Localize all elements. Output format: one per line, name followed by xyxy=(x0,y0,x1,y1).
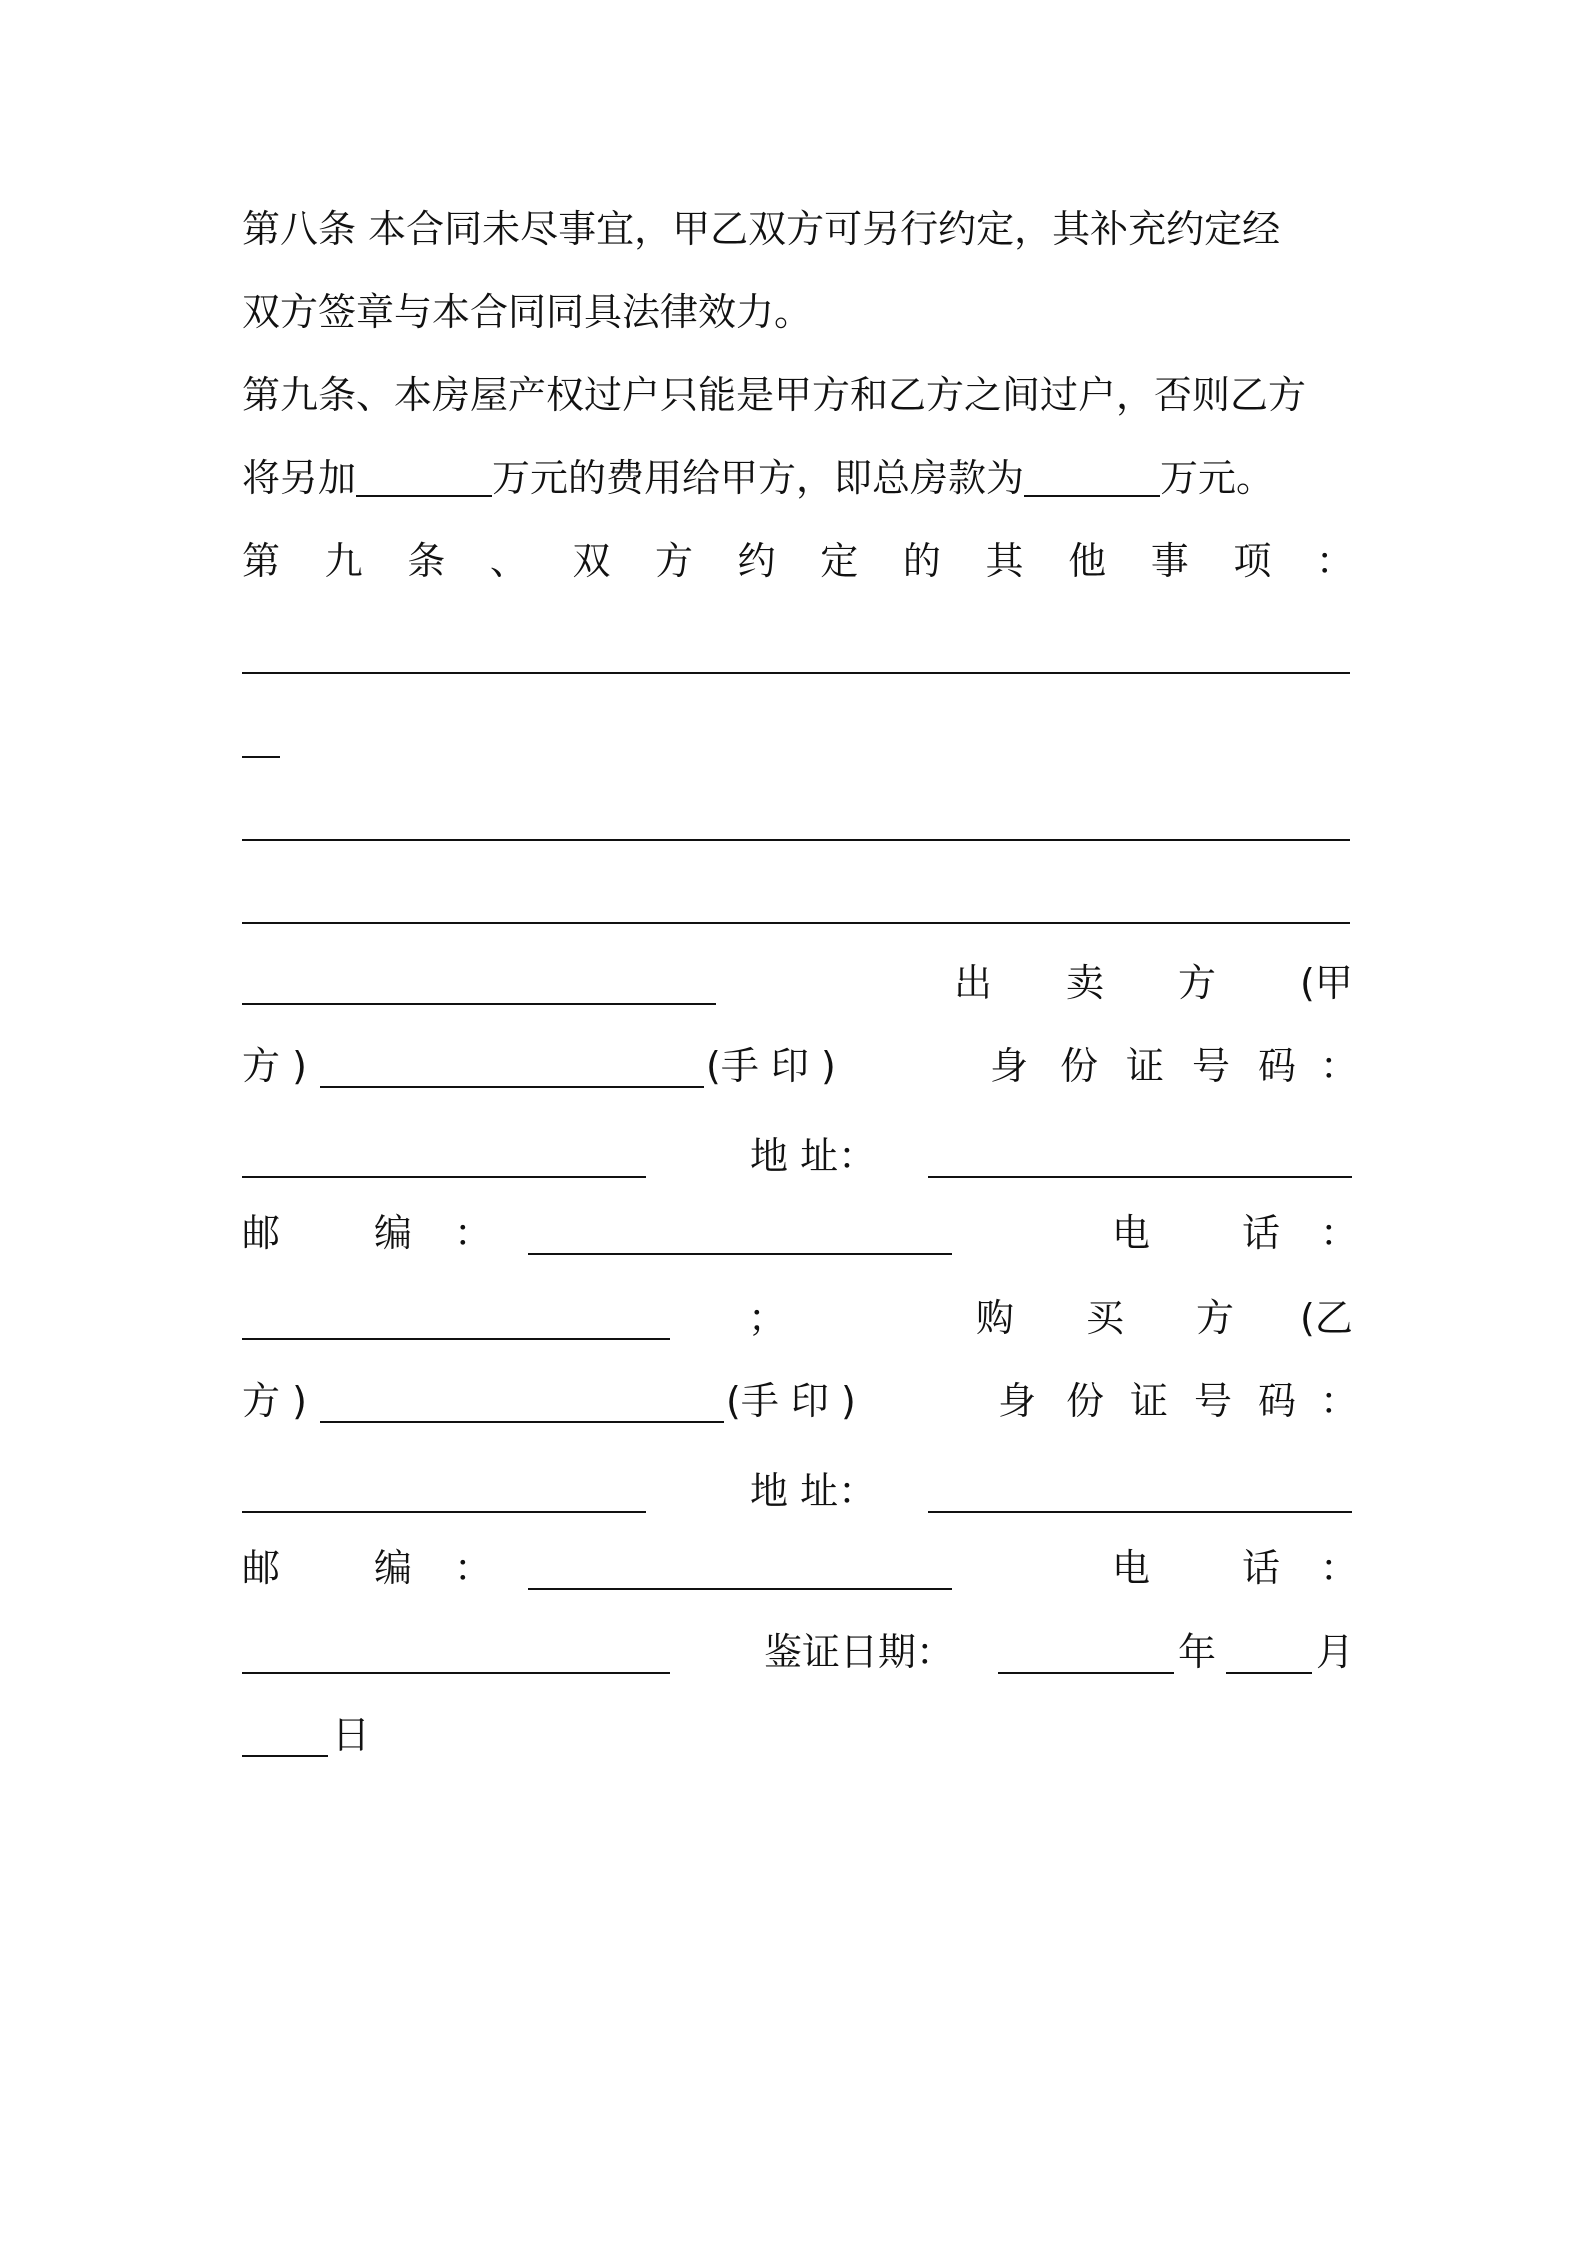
id-label-char: ： xyxy=(1320,1379,1359,1423)
postcode-label-char: ： xyxy=(454,1546,493,1590)
buyer-name-blank[interactable] xyxy=(320,1381,724,1423)
article-9-transfer-line-2 xyxy=(242,442,1354,514)
id-label-char: 号 xyxy=(1192,1044,1231,1088)
buyer-id-blank[interactable] xyxy=(242,1471,646,1513)
seller-thumbprint-label: (手 印 ) xyxy=(706,1044,836,1088)
buyer-line-1 xyxy=(242,1282,1354,1354)
buyer-line-4 xyxy=(242,1532,1359,1604)
buyer-char: 购 xyxy=(976,1296,1015,1340)
other-matters-blank-4[interactable] xyxy=(242,963,716,1005)
seller-line-4 xyxy=(242,1197,1359,1269)
postcode-label-char: 邮 xyxy=(242,1211,281,1255)
id-label-char: 码 xyxy=(1258,1379,1297,1423)
seller-line-1 xyxy=(242,947,1354,1019)
postcode-label-char: 邮 xyxy=(242,1546,281,1590)
phone-label-char: 电 xyxy=(1112,1211,1151,1255)
buyer-line-3 xyxy=(242,1455,1354,1527)
other-matters-blank-1-tail[interactable] xyxy=(242,756,280,758)
id-label-char: 身 xyxy=(998,1379,1037,1423)
verification-line xyxy=(242,1616,1354,1688)
id-label-char: 证 xyxy=(1130,1379,1169,1423)
heading-char: 事 xyxy=(1150,539,1189,583)
seller-id-blank[interactable] xyxy=(242,1136,646,1178)
phone-label-char: ： xyxy=(1320,1211,1359,1255)
article-8-line-2: 双方签章与本合同同具法律效力。 xyxy=(242,290,813,334)
verification-day-blank[interactable] xyxy=(242,1715,328,1757)
buyer-char: 方 xyxy=(1196,1296,1235,1340)
heading-char: 第 xyxy=(242,539,281,583)
seller-line-2 xyxy=(242,1030,1359,1102)
postcode-label-char: ： xyxy=(454,1211,493,1255)
extra-amount-blank[interactable] xyxy=(356,455,492,497)
seller-address-blank[interactable] xyxy=(928,1136,1352,1178)
buyer-address-blank[interactable] xyxy=(928,1471,1352,1513)
seller-name-blank[interactable] xyxy=(320,1046,704,1088)
total-price-blank[interactable] xyxy=(1024,455,1160,497)
id-label-char: 号 xyxy=(1194,1379,1233,1423)
seller-line-3 xyxy=(242,1120,1354,1192)
heading-char: 定 xyxy=(820,539,859,583)
verification-date-label: 鉴证日期： xyxy=(764,1630,955,1674)
postcode-label-char: 编 xyxy=(374,1211,413,1255)
verification-month-unit: 月 xyxy=(1316,1630,1355,1674)
seller-char: 出 xyxy=(954,961,993,1005)
phone-label-char: 电 xyxy=(1112,1546,1151,1590)
buyer-thumbprint-label: (手 印 ) xyxy=(726,1379,856,1423)
verification-day-line xyxy=(242,1699,1354,1771)
other-matters-blank-2[interactable] xyxy=(242,839,1350,841)
heading-char: 项 xyxy=(1233,539,1272,583)
id-label-char: 证 xyxy=(1126,1044,1165,1088)
seller-char: (甲 xyxy=(1300,961,1353,1005)
heading-char: 约 xyxy=(737,539,776,583)
heading-char: 双 xyxy=(572,539,611,583)
id-label-char: 份 xyxy=(1060,1044,1099,1088)
other-matters-blank-3[interactable] xyxy=(242,922,1350,924)
article-9-suffix: 万元。 xyxy=(1160,456,1275,500)
seller-phone-blank[interactable] xyxy=(242,1298,670,1340)
verification-year-blank[interactable] xyxy=(998,1632,1174,1674)
phone-label-char: ： xyxy=(1320,1546,1359,1590)
article-9-other-matters-heading xyxy=(242,525,1354,597)
heading-char: ： xyxy=(1315,539,1354,583)
other-matters-blank-1[interactable] xyxy=(242,672,1350,674)
id-label-char: 份 xyxy=(1066,1379,1105,1423)
buyer-address-label: 地 址： xyxy=(750,1469,877,1513)
seller-end-semicolon: ； xyxy=(748,1296,787,1340)
article-9-prefix: 将另加 xyxy=(242,456,357,500)
postcode-label-char: 编 xyxy=(374,1546,413,1590)
heading-char: 、 xyxy=(489,539,528,583)
verification-month-blank[interactable] xyxy=(1226,1632,1312,1674)
article-9-middle: 万元的费用给甲方，即总房款为 xyxy=(492,456,1025,500)
heading-char: 方 xyxy=(655,539,694,583)
phone-label-char: 话 xyxy=(1242,1546,1281,1590)
phone-label-char: 话 xyxy=(1242,1211,1281,1255)
buyer-party-suffix: 方 ) xyxy=(242,1379,307,1423)
id-label-char: 码 xyxy=(1258,1044,1297,1088)
article-9-transfer-line-1: 第九条、本房屋产权过户只能是甲方和乙方之间过户，否则乙方 xyxy=(242,373,1307,417)
heading-char: 的 xyxy=(902,539,941,583)
heading-char: 他 xyxy=(1068,539,1107,583)
buyer-char: 买 xyxy=(1086,1296,1125,1340)
buyer-char: (乙 xyxy=(1300,1296,1353,1340)
id-label-char: ： xyxy=(1320,1044,1359,1088)
seller-char: 卖 xyxy=(1066,961,1105,1005)
heading-char: 条 xyxy=(407,539,446,583)
seller-postcode-blank[interactable] xyxy=(528,1213,952,1255)
verification-year-unit: 年 xyxy=(1178,1630,1217,1674)
buyer-line-2 xyxy=(242,1365,1359,1437)
verification-day-unit: 日 xyxy=(332,1713,371,1757)
id-label-char: 身 xyxy=(990,1044,1029,1088)
seller-party-suffix: 方 ) xyxy=(242,1044,307,1088)
seller-char: 方 xyxy=(1178,961,1217,1005)
heading-char: 其 xyxy=(985,539,1024,583)
buyer-postcode-blank[interactable] xyxy=(528,1548,952,1590)
article-8-line-1: 第八条 本合同未尽事宜，甲乙双方可另行约定，其补充约定经 xyxy=(242,207,1281,251)
heading-char: 九 xyxy=(324,539,363,583)
buyer-phone-blank[interactable] xyxy=(242,1632,670,1674)
seller-address-label: 地 址： xyxy=(750,1134,877,1178)
